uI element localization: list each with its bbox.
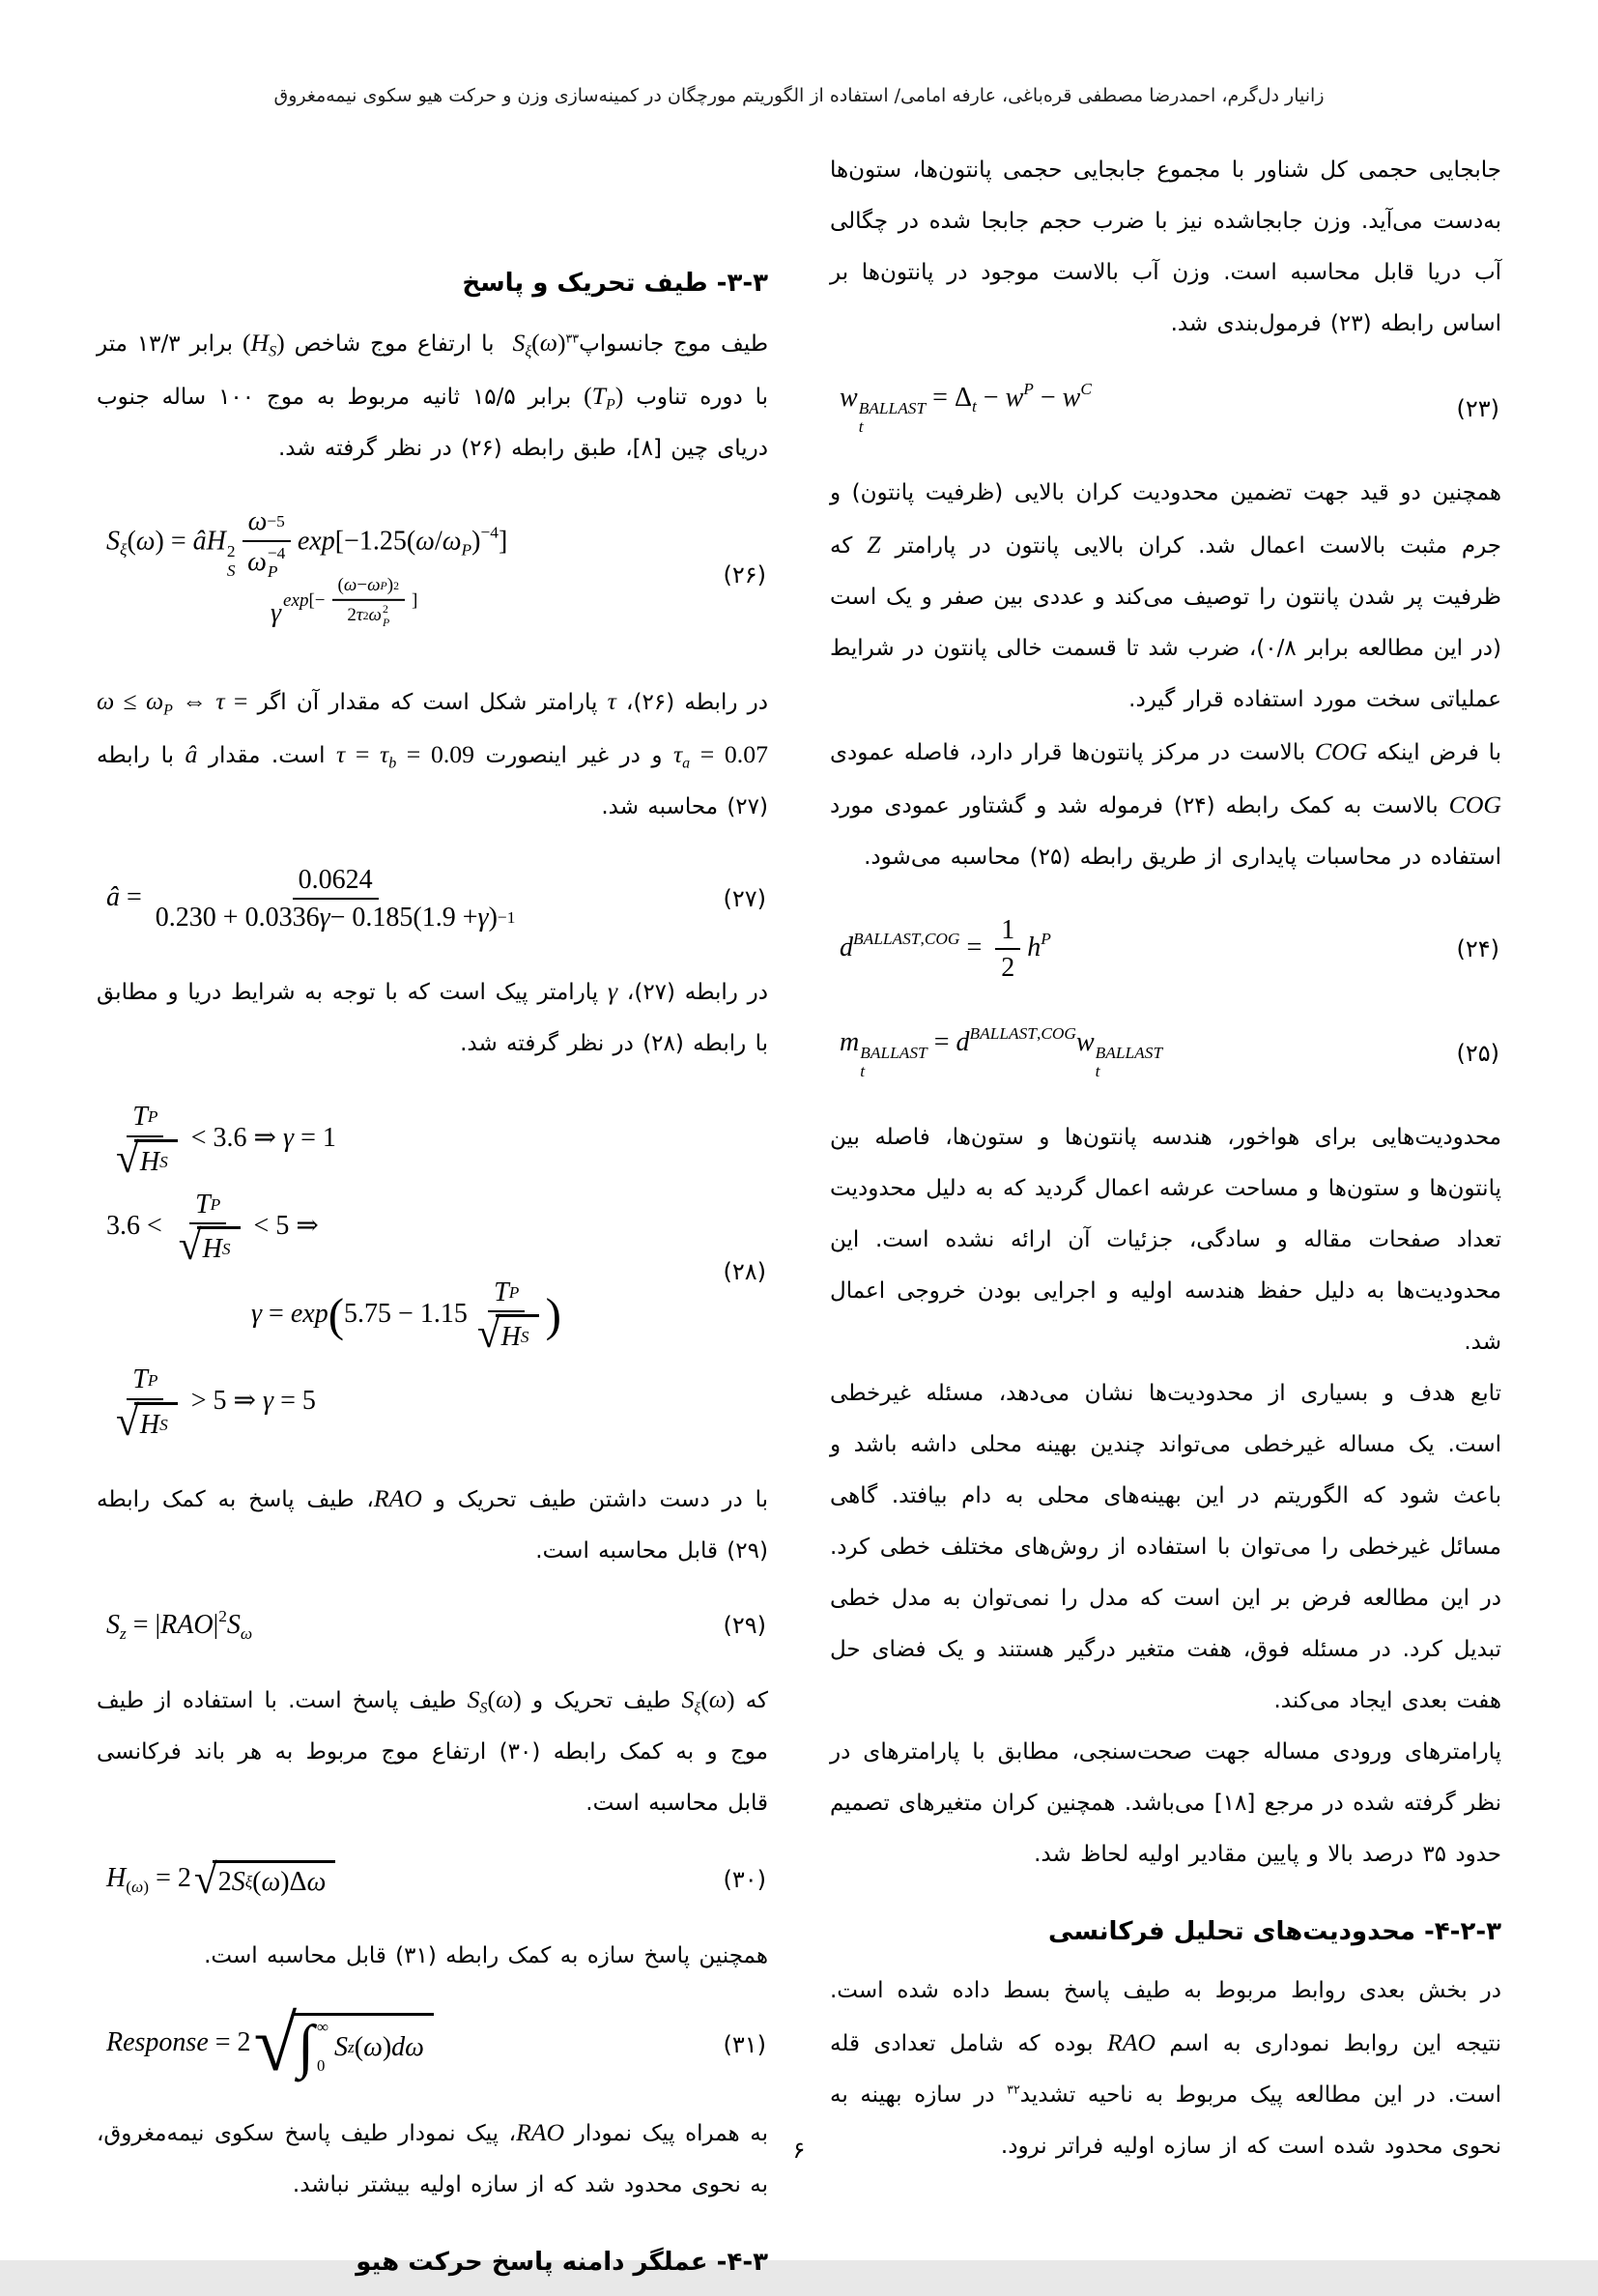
equation-row: T P √ H S > 5 ⇒ γ = 5 [106, 1363, 561, 1442]
inline-math: â [185, 739, 198, 768]
equation-body [106, 1851, 335, 1909]
inline-math: RAO [516, 2118, 565, 2146]
para-ballast-constraints: همچنین دو قید جهت تضمین محدودیت کران بالایی (ظرفیت پانتون) و جرم مثبت بالاست اعمال شد. کران بالایی پانتون در پارامتر Z که ظرفیت پر شدن پانتون را توصیف می‌کند و عددی بین صفر و یک است (در این مطالعه برابر ۰/۸)، ضرب شد تا قسمت خالی پانتون در شرایط عملیاتی سخت مورد استفاده قرار گیرد. [830, 479, 1502, 712]
section-heading-3-3: ۳‏-‏۳‏- طیف تحریک و پاسخ [462, 269, 768, 298]
fraction: T P √ H S [474, 1277, 539, 1355]
equation-body [106, 1598, 252, 1652]
equation-row: $S_\xi(\omega)$ = âH 2 S ω −5 ω −4 P $\exp[-1.25(\omega/\omega_P)^{-4}]$ [106, 506, 508, 582]
equation-body [840, 904, 1051, 994]
para-structure-response: همچنین پاسخ سازه به کمک رابطه (۳۱) قابل محاسبه است. [204, 1943, 768, 1969]
inline-math: $(T_P)$ [584, 382, 624, 414]
equation-28 [97, 1091, 768, 1451]
para-rao-peak-limit: به همراه پیک نمودار RAO، پیک نمودار طیف پاسخ سکوی نیمه‌مغروق، به نحوی محدود شد که از سازه اولیه بیشتر نباشد. [97, 2118, 768, 2197]
section-heading-3-4: ۳‏-‏۴‏- عملگر دامنه پاسخ حرکت هیو [356, 2248, 768, 2277]
inline-math: $S_S(\omega)$ [467, 1684, 522, 1717]
radical: √ H S [179, 1226, 241, 1266]
fraction: ω −5 ω −4 P [243, 505, 291, 581]
radical: √ ∫ ∞ 0 S z ( ω ) dω [254, 2013, 434, 2076]
para-cog-ballast: با فرض اینکه COG بالاست در مرکز پانتون‌ها قرار دارد، فاصله عمودی COG بالاست به کمک رابطه (۲۴) فرموله شد و گشتاور عمودی مورد استفاده در محاسبات پایداری از طریق رابطه (۲۵) محاسبه می‌شود. [830, 736, 1502, 870]
equation-number: (۲۴) [1456, 935, 1499, 963]
para-response-spectrum-intro: با در دست داشتن طیف تحریک و RAO، طیف پاسخ به کمک رابطه (۲۹) قابل محاسبه است. [97, 1484, 768, 1564]
equation-29 [97, 1598, 768, 1652]
equation-body [106, 854, 522, 944]
equation-row: T P √ H S < 3.6 ⇒ γ = 1 [106, 1101, 561, 1179]
para-spectra-definition: که $S_\xi(\omega)$ طیف تحریک و $S_S(\omega)$ طیف پاسخ است. با استفاده از طیف موج و به کمک رابطه (۳۰) ارتفاع موج مربوط به هر باند فرکانسی قابل محاسبه است. [97, 1684, 768, 1816]
column-left [97, 232, 768, 2296]
equation-row: w BALLAST t = $\Delta_t - w^P - w^C$ [840, 380, 1092, 437]
equation-number: (۲۹) [723, 1612, 766, 1640]
integral: ∫ ∞ 0 [298, 2014, 328, 2081]
equation-23 [830, 371, 1501, 446]
equation-row: $d^{BALLAST,COG}$ = $\frac{1}{2}$ $h^P$ [840, 914, 1051, 984]
equation-number: (۳۱) [723, 2030, 766, 2058]
footnote-marker: ۳۳ [565, 330, 580, 346]
equation-body [840, 1016, 1162, 1091]
para-nonlinear-problem: تابع هدف و بسیاری از محدودیت‌ها نشان می‌دهد، مسئله غیرخطی است. یک مساله غیرخطی می‌تواند چندین بهینه محلی داشه باشد و باعث شود که الگوریتم در این بهینه‌های محلی به دام بیافتد. گاهی مسائل غیرخطی را می‌توان با استفاده از روش‌های مختلف خطی کرد. در این مطالعه فرض بر این است که مدل را نمی‌توان به مدل خطی تبدیل کرد. در مسئله فوق، هفت متغیر درگیر هستند و یک فضای حل هفت بعدی ایجاد می‌کند. [830, 1380, 1501, 1713]
fraction: T P √ H S [113, 1363, 178, 1442]
equation-row: γ exp[− ( ω − ω P ) 2 2 τ 2 ω 2 P ] [271, 575, 418, 629]
para-frequency-constraints: در بخش بعدی روابط مربوط به طیف پاسخ بسط داده شده است. نتیجه این روابط نموداری به اسم RAO بوده که شامل تعدادی قله است. در این مطالعه پیک مربوط به ناحیه تشدید$^{۳۲}$ در سازه بهینه به نحوی محدود شده است که از سازه اولیه فراتر نرود. [830, 1977, 1501, 2159]
inline-math: RAO [1106, 2027, 1156, 2056]
section-heading-3-2-4: ۳‏-‏۲‏-‏۴‏- محدودیت‌های تحلیل فرکانسی [1048, 1916, 1501, 1946]
inline-math: RAO [373, 1484, 422, 1513]
inline-math: $\omega \le \omega_P$ ⇔ $\tau = \tau_a = 0.07$ [97, 686, 768, 772]
para-volumetric-displacement: جابجایی حجمی کل شناور با مجموع جابجایی حجمی پانتون‌ها، ستون‌ها به‌دست می‌آید. وزن جابجاشده نیز با ضرب حجم جابجا شده در چگالی آب دریا قابل محاسبه است. وزن آب بالاست موجود در پانتون‌ها بر اساس رابطه (۲۳) فرمول‌بندی شد. [830, 158, 1501, 336]
inline-math: COG [1448, 789, 1502, 818]
column-right [830, 145, 1501, 2296]
fraction: T P √ H S [176, 1189, 241, 1267]
fraction: ( ω − ω P ) 2 2 τ 2 ω 2 P [332, 575, 405, 628]
equation-body [840, 371, 1092, 446]
footnote-marker: ۳۲ [1007, 2081, 1020, 2097]
inline-math: $S_\xi(\omega)$ [512, 329, 566, 360]
equation-row: $H_{(\omega)} = 2$ √ 2 S ξ ( ω )Δ ω [106, 1860, 335, 1900]
para-jonswap: طیف موج جانسواپ$^{۳۳}$ $S_\xi(\omega)$ با ارتفاع موج شاخص $(H_S)$ برابر ۱۳/۳ متر با دوره تناوب $(T_P)$ برابر ۱۵/۵ ثانیه مربوط به موج ۱۰۰ ساله جنوب دریای چین [۸]، طبق رابطه (۲۶) در نظر گرفته شد. [97, 329, 769, 461]
equation-body [106, 496, 507, 654]
page-number: ۶ [792, 2137, 806, 2164]
inline-math: $(H_S)$ [242, 329, 285, 360]
equation-row: 3.6 < T P √ H S < 5 ⇒ [106, 1189, 319, 1270]
radical: √ H S [116, 1139, 178, 1179]
two-column-layout [97, 145, 1501, 2296]
para-peak-parameter: در رابطه (۲۷)، γ پارامتر پیک است که با توجه به شرایط دریا و مطابق با رابطه (۲۸) در نظر گرفته شد. [97, 976, 768, 1056]
equation-number: (۲۷) [723, 885, 766, 913]
equation-row: m BALLAST t = $d^{BALLAST,COG}w$ BALLAST t [840, 1024, 1163, 1081]
equation-26 [97, 496, 768, 654]
fraction: $\frac{1}{2}$ [995, 914, 1020, 985]
equation-row: γ = exp(5.75 − 1.15 T P √ H S ) [251, 1277, 561, 1358]
radical: √ 2 S ξ ( ω )Δ ω [194, 1860, 336, 1900]
equation-number: (۳۰) [723, 1866, 766, 1894]
equation-body [106, 2000, 434, 2088]
equation-row: $S_z = |RAO|^2S_\omega$ [106, 1607, 253, 1644]
equation-row: â = 0.0624 0.230 + 0.0336 γ − 0.185(1.9 + γ ) −1 [106, 864, 516, 933]
radical: √ H S [116, 1402, 178, 1442]
radical: √ H S [477, 1314, 539, 1354]
equation-27 [97, 854, 768, 944]
equation-number: (۲۸) [723, 1257, 766, 1285]
inline-math: τ [607, 686, 616, 715]
equation-24 [830, 904, 1501, 994]
equation-body [106, 1091, 561, 1451]
fraction: T P √ H S [113, 1101, 178, 1179]
equation-number: (۲۶) [723, 560, 766, 588]
inline-math: $\tau = \tau_b = 0.09$ [335, 739, 475, 772]
inline-math: Z [867, 530, 881, 559]
inline-math: $S_\xi(\omega)$ [681, 1684, 735, 1717]
equation-number: (۲۵) [1456, 1039, 1499, 1067]
para-shape-parameter: در رابطه (۲۶)، τ پارامتر شکل است که مقدار آن اگر $\omega \le \omega_P$ ⇔ $\tau = \tau_a = 0.07$ و در غیر اینصورت $\tau = \tau_b = 0.09$ است. مقدار â با رابطه (۲۷) محاسبه شد. [97, 686, 769, 819]
inline-math: COG [1314, 736, 1368, 765]
equation-number: (۲۳) [1456, 394, 1499, 422]
equation-25 [830, 1016, 1501, 1091]
equation-30 [97, 1851, 768, 1909]
equation-row: Response = 2 √ ∫ ∞ 0 S z ( ω ) dω [106, 2013, 434, 2076]
equation-31 [97, 2000, 768, 2088]
fraction: 0.0624 0.230 + 0.0336 γ − 0.185(1.9 + γ ) −1 [155, 864, 516, 933]
para-input-parameters: پارامترهای ورودی مساله جهت صحت‌سنجی، مطابق با پارامترهای در نظر گرفته شده در مرجع [۱۸] می‌باشد. همچنین کران متغیرهای تصمیم حدود ۳۵ درصد بالا و پایین مقادیر اولیه لحاظ شد. [829, 1738, 1501, 1867]
para-geometry-constraints: محدودیت‌هایی برای هواخور، هندسه پانتون‌ها و ستون‌ها، فاصله بین پانتون‌ها و ستون‌ها و مساحت عرشه اعمال گردید که به دلیل محدودیت تعداد صفحات مقاله و سادگی، جزئیات آن ارائه نشده است. این محدودیت‌ها به دلیل حفظ هندسه اولیه و اجرایی بودن خروجی اعمال شد. [830, 1124, 1501, 1355]
running-header: زانیار دل‌گرم، احمدرضا مصطفی قره‌باغی، عارفه امامی/ استفاده از الگوریتم مورچگان در کمینه‌سازی وزن و حرکت هیو سکوی نیمه‌مغروق [273, 85, 1325, 106]
inline-math: γ [607, 976, 618, 1005]
